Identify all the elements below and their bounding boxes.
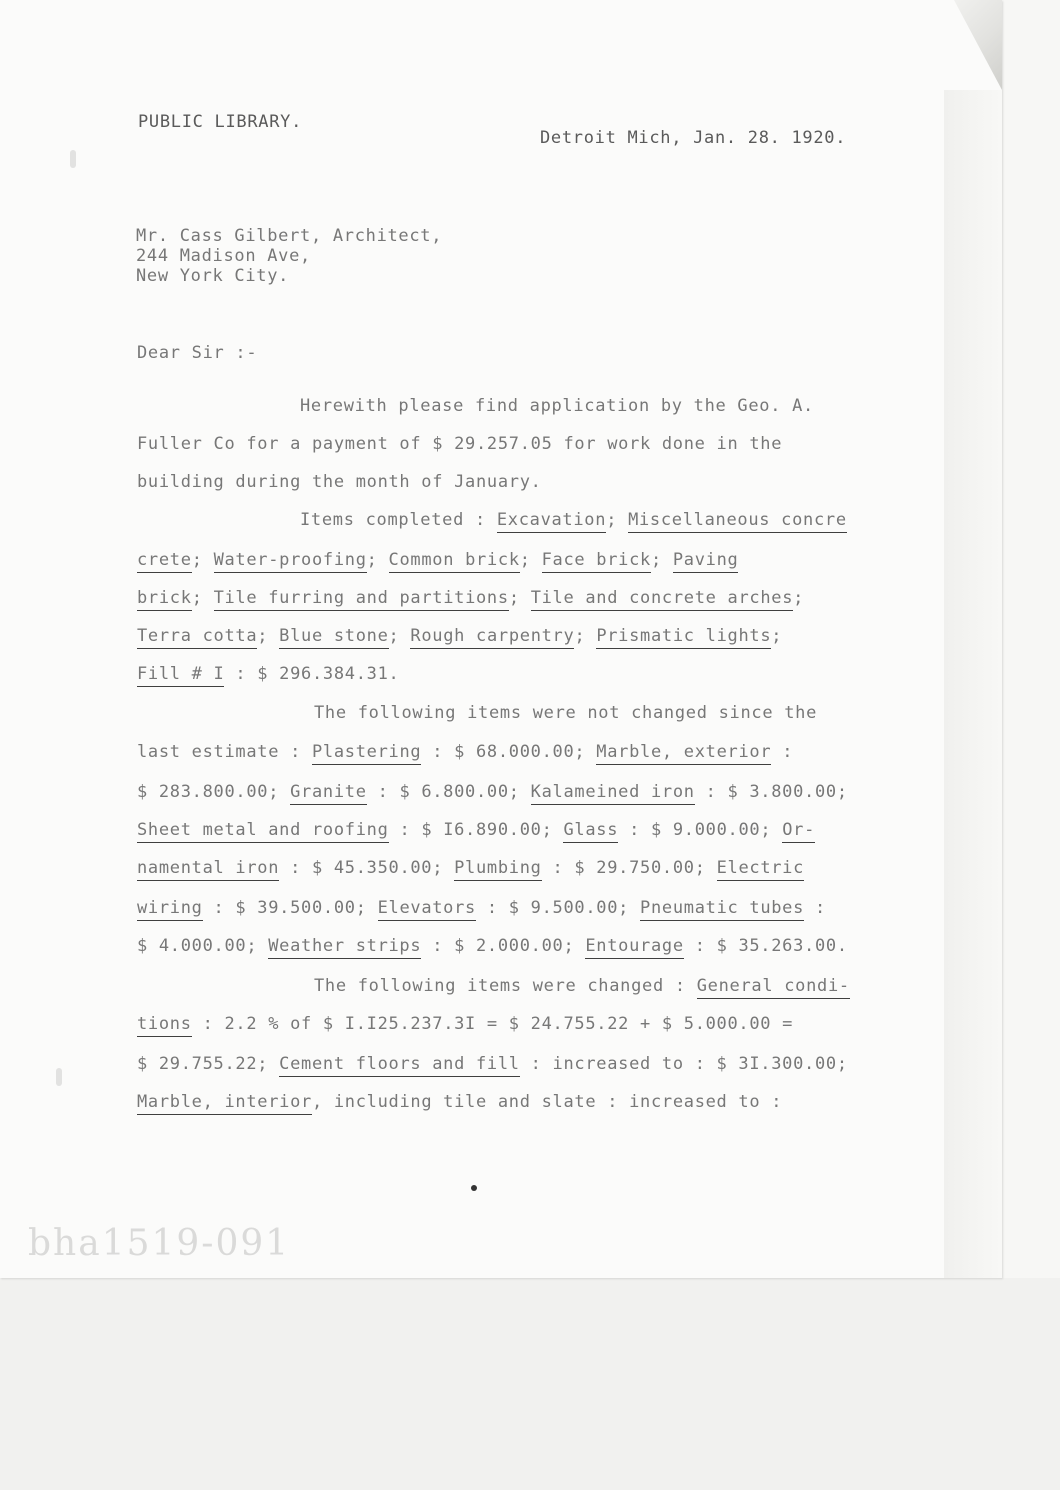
body-line [137, 588, 804, 608]
body-line: Fuller Co for a payment of $ 29.257.05 for work done in the [137, 434, 783, 454]
text-span: : [804, 898, 826, 918]
underlined-item: Tile and concrete arches [531, 588, 793, 611]
text-span: $ 283.800.00; [137, 782, 291, 802]
body-line: building during the month of January. [137, 472, 542, 492]
underlined-item: Prismatic lights [596, 626, 771, 649]
underlined-item: crete [137, 550, 192, 573]
body-line [137, 898, 826, 918]
body-line: The following items were not changed since the [314, 703, 818, 723]
underlined-item: brick [137, 588, 192, 611]
salutation: Dear Sir :- [137, 343, 258, 363]
underlined-item: Marble, interior [137, 1092, 312, 1115]
underlined-item: Sheet metal and roofing [137, 820, 389, 843]
underlined-item: Rough carpentry [410, 626, 574, 649]
body-line [314, 976, 850, 996]
underlined-item: Water-proofing [214, 550, 367, 573]
body-line [137, 782, 848, 802]
body-line [137, 626, 782, 646]
text-span: : $ 9.500.00; [476, 898, 641, 918]
underlined-item: Entourage [585, 936, 683, 959]
body-line [137, 550, 738, 570]
text-span: : [771, 742, 794, 762]
background-surface [0, 1278, 1060, 1490]
underlined-item: Pneumatic tubes [640, 898, 804, 921]
page-edge-shadow [944, 90, 1002, 1278]
underlined-item: Plastering [312, 742, 421, 765]
recipient-line: Mr. Cass Gilbert, Architect, [136, 226, 443, 246]
text-span: : $ 68.000.00; [421, 742, 597, 762]
text-span: ; [650, 550, 673, 570]
underlined-item: Glass [563, 820, 618, 843]
underlined-item: Granite [290, 782, 367, 805]
text-span: ; [508, 588, 531, 608]
text-span: last estimate : [137, 742, 312, 762]
underlined-item: Or- [782, 820, 815, 843]
text-span: ; [574, 626, 597, 646]
text-span: : $ 45.350.00; [279, 858, 455, 878]
text-span: : $ 296.384.31. [224, 664, 400, 684]
text-span: : $ 3.800.00; [694, 782, 848, 802]
text-span: : $ 29.750.00; [541, 858, 717, 878]
underlined-item: Blue stone [279, 626, 388, 649]
text-span: ; [793, 588, 805, 608]
text-span: ; [388, 626, 411, 646]
underlined-item: Kalameined iron [531, 782, 695, 805]
body-line [137, 742, 793, 762]
underlined-item: Elevators [378, 898, 476, 921]
underlined-item: Cement floors and fill [279, 1054, 520, 1077]
text-span: $ 29.755.22; [137, 1054, 280, 1074]
text-span: : $ 39.500.00; [202, 898, 378, 918]
text-span: ; [366, 550, 389, 570]
body-line [137, 858, 804, 878]
underlined-item: Tile furring and partitions [214, 588, 509, 611]
body-line [137, 1054, 848, 1074]
body-line [300, 510, 847, 530]
text-span: ; [257, 626, 280, 646]
underlined-item: wiring [137, 898, 203, 921]
underlined-item: tions [137, 1014, 192, 1037]
margin-mark [56, 1068, 62, 1086]
text-span: : 2.2 % of $ I.I25.237.3I = $ 24.755.22 + $ 5.000.00 = [191, 1014, 794, 1034]
body-line [137, 936, 848, 956]
text-span: : increased to : $ 3I.300.00; [519, 1054, 848, 1074]
body-line [137, 1014, 793, 1034]
text-span: : $ 6.800.00; [366, 782, 531, 802]
text-span: : $ 9.000.00; [618, 820, 783, 840]
margin-mark [70, 150, 76, 168]
letterhead-title: PUBLIC LIBRARY. [138, 112, 303, 132]
body-line [137, 1092, 782, 1112]
underlined-item: Paving [673, 550, 739, 573]
body-line: Herewith please find application by the Geo. A. [300, 396, 814, 416]
underlined-item: Weather strips [268, 936, 421, 959]
underlined-item: namental iron [137, 858, 279, 881]
underlined-item: Terra cotta [137, 626, 257, 649]
archive-stamp: bha1519-091 [28, 1223, 291, 1264]
page-dot-mark [471, 1185, 477, 1191]
text-span: ; [771, 626, 783, 646]
underlined-item: General condi- [697, 976, 850, 999]
underlined-item: Marble, exterior [596, 742, 771, 765]
text-span: : $ 2.000.00; [421, 936, 586, 956]
underlined-item: Common brick [389, 550, 520, 573]
text-span: $ 4.000.00; [137, 936, 269, 956]
text-span: ; [519, 550, 542, 570]
text-span: : $ 35.263.00. [683, 936, 848, 956]
folded-corner [942, 0, 1002, 90]
underlined-item: Fill # I [137, 664, 224, 687]
underlined-item: Plumbing [454, 858, 541, 881]
underlined-item: Excavation [497, 510, 606, 533]
text-span: ; [191, 588, 214, 608]
text-span: ; [606, 510, 629, 530]
text-span: : $ I6.890.00; [388, 820, 564, 840]
underlined-item: Face brick [542, 550, 651, 573]
underlined-item: Electric [717, 858, 804, 881]
text-span: Items completed : [300, 510, 497, 530]
text-span: , including tile and slate : increased to : [311, 1092, 783, 1112]
recipient-line: New York City. [136, 266, 290, 286]
body-line [137, 820, 815, 840]
text-span: The following items were changed : [314, 976, 697, 996]
body-line [137, 664, 399, 684]
text-span: ; [191, 550, 214, 570]
recipient-line: 244 Madison Ave, [136, 246, 311, 266]
date-line: Detroit Mich, Jan. 28. 1920. [540, 128, 847, 148]
underlined-item: Miscellaneous concre [628, 510, 847, 533]
